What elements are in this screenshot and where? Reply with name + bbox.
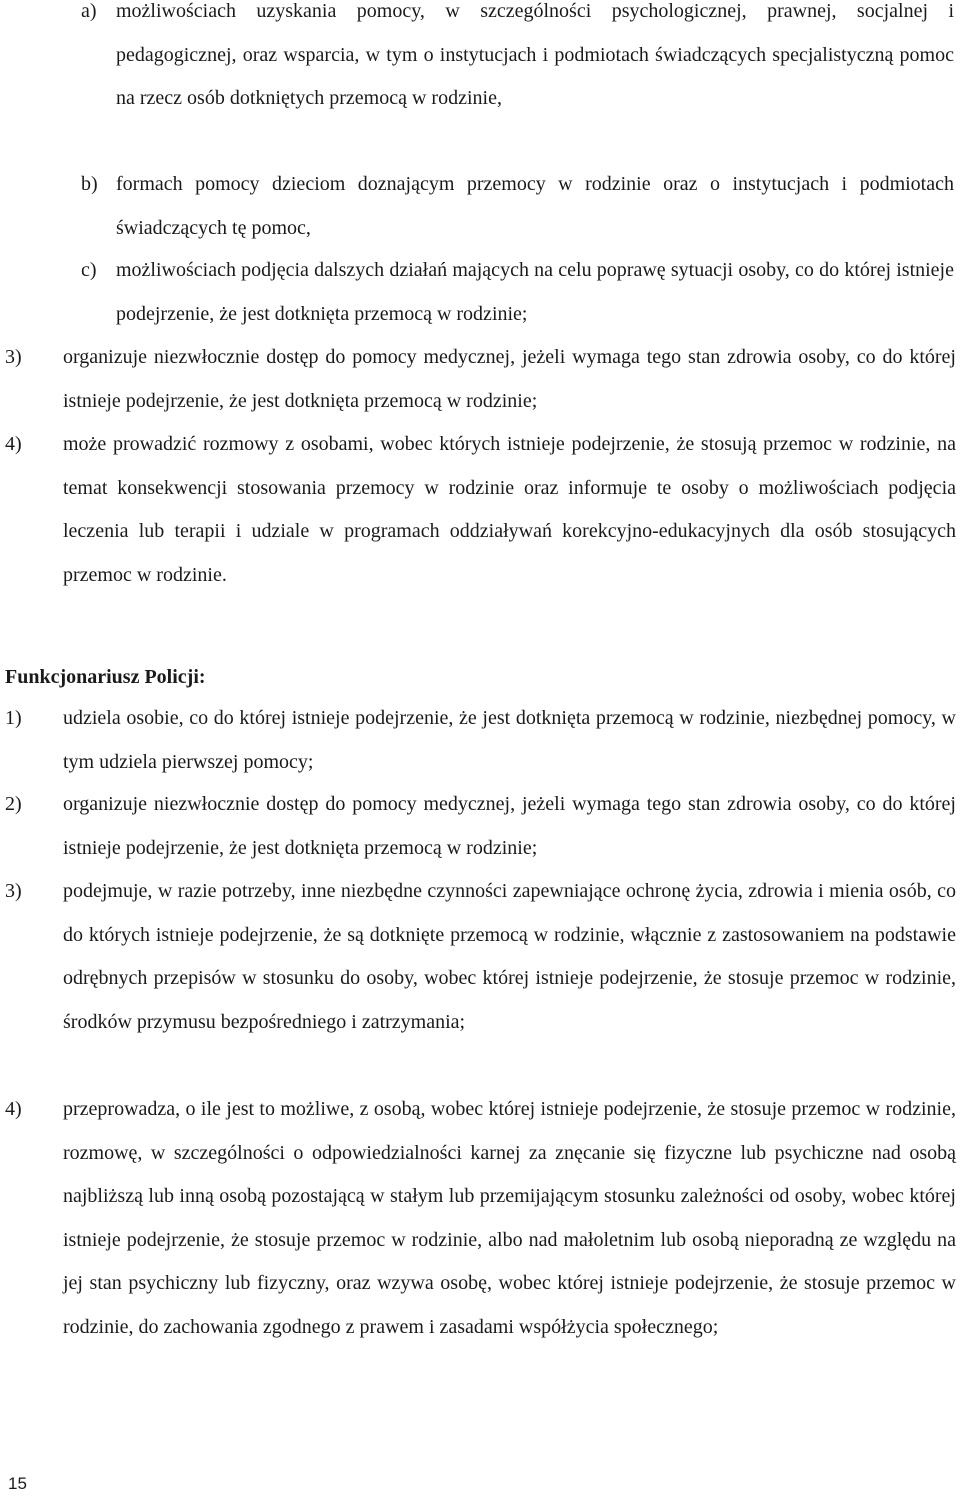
list-item-marker: 3) [5, 346, 22, 368]
list-item-marker: 2) [5, 793, 22, 815]
sub-item-text: możliwościach podjęcia dalszych działań mających na celu poprawę sytuacji osoby, co do której istnieje podejrzenie, że jest dotknięta przemocą w rodzinie; [116, 259, 954, 325]
sub-item-c [81, 249, 954, 336]
list-item-text: organizuje niezwłocznie dostęp do pomocy medycznej, jeżeli wymaga tego stan zdrowia osoby, co do której istnieje podejrzenie, że jest dotknięta przemocą w rodzinie; [63, 793, 956, 859]
sub-item-marker: b) [81, 173, 98, 195]
list-item-text: udziela osobie, co do której istnieje podejrzenie, że jest dotknięta przemocą w rodzinie, niezbędnej pomocy, w tym udziela pierwszej pomocy; [63, 707, 956, 773]
sub-item-text: możliwościach uzyskania pomocy, w szczególności psychologicznej, prawnej, socjalnej i pedagogicznej, oraz wsparcia, w tym o instytucjach i podmiotach świadczących specjalistyczną pomoc na rzecz osób dotkniętych przemocą w rodzinie, [116, 0, 954, 110]
police-item-3 [5, 870, 956, 1044]
section-heading: Funkcjonariusz Policji: [5, 666, 206, 688]
list-item-marker: 3) [5, 880, 22, 902]
list-item-4 [5, 423, 956, 597]
police-item-1 [5, 697, 956, 784]
list-item-text: organizuje niezwłocznie dostęp do pomocy medycznej, jeżeli wymaga tego stan zdrowia osoby, co do której istnieje podejrzenie, że jest dotknięta przemocą w rodzinie; [63, 346, 956, 412]
page-number: 15 [8, 1474, 27, 1493]
list-item-3 [5, 336, 956, 423]
sub-item-text: formach pomocy dzieciom doznającym przemocy w rodzinie oraz o instytucjach i podmiotach świadczących tę pomoc, [116, 173, 954, 239]
police-item-4 [5, 1088, 956, 1350]
list-item-marker: 1) [5, 707, 22, 729]
list-item-text: może prowadzić rozmowy z osobami, wobec których istnieje podejrzenie, że stosują przemoc w rodzinie, na temat konsekwencji stosowania przemocy w rodzinie oraz informuje te osoby o możliwościach podjęcia leczenia lub terapii i udziale w programach oddziaływań korekcyjno-edukacyjnych dla osób stosujących przemoc w rodzinie. [63, 433, 956, 586]
sub-item-marker: a) [81, 0, 97, 22]
police-item-2 [5, 783, 956, 870]
list-item-marker: 4) [5, 1098, 22, 1120]
list-item-marker: 4) [5, 433, 22, 455]
list-item-text: przeprowadza, o ile jest to możliwe, z osobą, wobec której istnieje podejrzenie, że stosuje przemoc w rodzinie, rozmowę, w szczególności o odpowiedzialności karnej za znęcanie się fizyczne lub psychiczne nad osobą najbliższą lub inną osobą pozostającą w stałym lub przemijającym stosunku zależności od osoby, wobec której istnieje podejrzenie, że stosuje przemoc w rodzinie, albo nad małoletnim lub osobą nieporadną ze względu na jej stan psychiczny lub fizyczny, oraz wzywa osobę, wobec której istnieje podejrzenie, że stosuje przemoc w rodzinie, do zachowania zgodnego z prawem i zasadami współżycia społecznego; [63, 1098, 956, 1338]
list-item-text: podejmuje, w razie potrzeby, inne niezbędne czynności zapewniające ochronę życia, zdrowia i mienia osób, co do których istnieje podejrzenie, że są dotknięte przemocą w rodzinie, włącznie z zastosowaniem na podstawie odrębnych przepisów w stosunku do osoby, wobec której istnieje podejrzenie, że stosuje przemoc w rodzinie, środków przymusu bezpośredniego i zatrzymania; [63, 880, 956, 1033]
sub-item-marker: c) [81, 259, 97, 281]
sub-item-a [81, 0, 954, 121]
sub-item-b [81, 163, 954, 250]
